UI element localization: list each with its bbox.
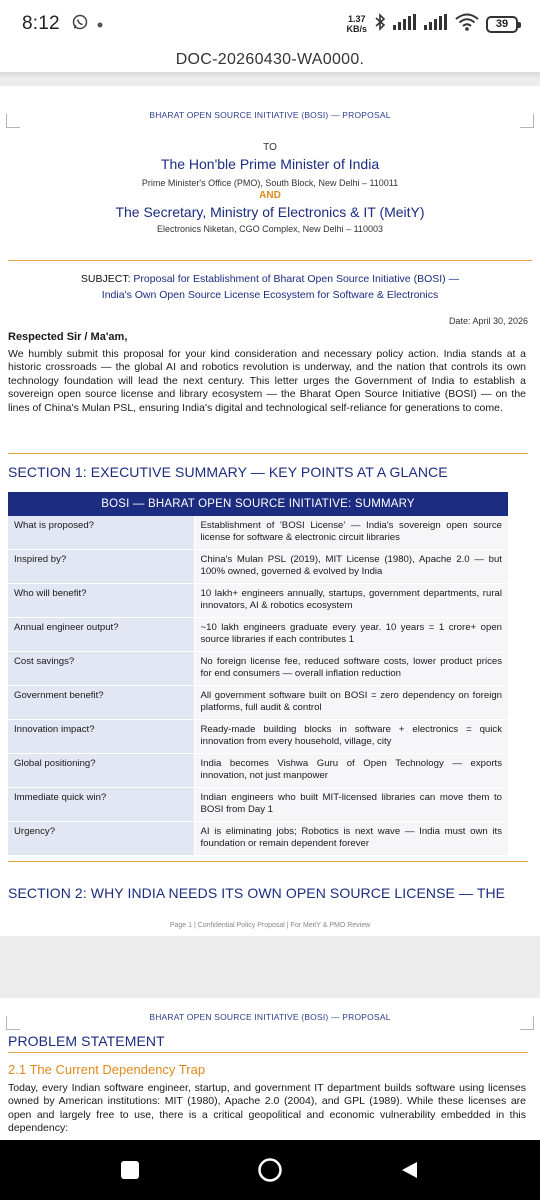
table-body <box>8 516 508 856</box>
clock: 8:12 <box>22 13 60 34</box>
date: Date: April 30, 2026 <box>448 316 528 326</box>
table-row <box>8 652 508 686</box>
section-2-heading: SECTION 2: WHY INDIA NEEDS ITS OWN OPEN SOURCE LICENSE — THE <box>8 885 506 901</box>
table-row <box>8 822 508 856</box>
table-row <box>8 686 508 720</box>
table-row-question: Immediate quick win? <box>8 788 194 822</box>
table-row <box>8 550 508 584</box>
crop-mark <box>520 1016 534 1030</box>
dot-icon <box>97 15 103 33</box>
table-row-question: Urgency? <box>8 822 194 856</box>
section-rule <box>8 453 528 454</box>
page-header: BHARAT OPEN SOURCE INITIATIVE (BOSI) — PROPOSAL <box>149 110 391 120</box>
table-row-question: Annual engineer output? <box>8 618 194 652</box>
table-row <box>8 618 508 652</box>
table-row-answer: 10 lakh+ engineers annually, startups, government departments, rural innovators, AI & robotics ecosystem <box>194 584 508 618</box>
table-row-answer: India becomes Vishwa Guru of Open Technology — exports innovation, not just manpower <box>194 754 508 788</box>
section-1-heading: SECTION 1: EXECUTIVE SUMMARY — KEY POINTS AT A GLANCE <box>8 464 448 480</box>
table-row-question: Global positioning? <box>8 754 194 788</box>
table-row-answer: ~10 lakh engineers graduate every year. 10 years = 1 crore+ open source libraries if each contributes 1 <box>194 618 508 652</box>
page-footer: Page 1 | Confidential Policy Proposal | For MeitY & PMO Review <box>169 922 371 929</box>
bluetooth-icon <box>374 13 386 36</box>
title-shadow <box>0 72 540 78</box>
table-row-question: Government benefit? <box>8 686 194 720</box>
and-label: AND <box>259 190 281 201</box>
table-row-answer: No foreign license fee, reduced software costs, lower product prices for end consumers — overall inflation reduction <box>194 652 508 686</box>
to-label: TO <box>263 142 277 153</box>
table-title: BOSI — BHARAT OPEN SOURCE INITIATIVE: SUMMARY <box>8 492 508 516</box>
salutation: Respected Sir / Ma'am, <box>8 331 128 343</box>
table-row <box>8 720 508 754</box>
speed-value: 1.37 <box>347 14 366 24</box>
table-row-answer: Indian engineers who built MIT-licensed libraries can move them to BOSI from Day 1 <box>194 788 508 822</box>
navigation-bar <box>0 1140 540 1200</box>
home-icon <box>257 1157 283 1183</box>
crop-mark <box>6 114 20 128</box>
table-row-question: Innovation impact? <box>8 720 194 754</box>
status-bar <box>0 0 540 48</box>
signal-icon <box>424 14 448 35</box>
home-button[interactable] <box>256 1156 284 1184</box>
notification-icons <box>72 14 103 35</box>
crop-mark <box>6 1016 20 1030</box>
section-2-heading-continued: PROBLEM STATEMENT <box>8 1033 165 1049</box>
battery-level: 39 <box>495 18 509 30</box>
table-row-answer: All government software built on BOSI = zero dependency on foreign platforms, full audit & control <box>194 686 508 720</box>
table-row-question: What is proposed? <box>8 516 194 550</box>
page-header: BHARAT OPEN SOURCE INITIATIVE (BOSI) — PROPOSAL <box>149 1012 391 1022</box>
table-row-answer: AI is eliminating jobs; Robotics is next wave — India must own its foundation or remain dependent forever <box>194 822 508 856</box>
document-page-2[interactable] <box>0 998 540 1158</box>
back-button[interactable] <box>396 1156 424 1184</box>
recents-button[interactable] <box>116 1156 144 1184</box>
back-icon <box>399 1159 421 1181</box>
subject-line-1: Proposal for Establishment of Bharat Open Source Initiative (BOSI) — <box>133 273 460 285</box>
table-row-answer: China's Mulan PSL (2019), MIT License (1980), Apache 2.0 — but 100% owned, governed & evolved by India <box>194 550 508 584</box>
recents-icon <box>119 1159 141 1181</box>
table-row <box>8 516 508 550</box>
subsection-heading: 2.1 The Current Dependency Trap <box>8 1062 206 1077</box>
section-rule <box>8 861 528 862</box>
signal-icon <box>393 14 417 35</box>
wifi-icon <box>455 13 479 36</box>
battery-icon <box>486 16 518 33</box>
subject <box>30 271 510 303</box>
summary-table <box>8 492 508 856</box>
problem-paragraph: Today, every Indian software engineer, startup, and government IT department builds software using licenses owned by American institutions: MIT (1980), Apache 2.0 (2004), and GPL (1989). While these licenses are open and largely free to use, there is a critical geopolitical and economic vulnerability embedded in this dependency: <box>8 1082 526 1135</box>
section-rule <box>8 1052 528 1053</box>
table-row-answer: Ready-made building blocks in software + electronics = quick innovation from every household, village, city <box>194 720 508 754</box>
whatsapp-icon <box>72 14 88 35</box>
recipient-1-name: The Hon'ble Prime Minister of India <box>160 156 380 172</box>
document-page-1[interactable] <box>0 86 540 936</box>
recipient-2-name: The Secretary, Ministry of Electronics & IT (MeitY) <box>115 204 425 220</box>
table-row-question: Cost savings? <box>8 652 194 686</box>
recipient-2-address: Electronics Niketan, CGO Complex, New Delhi – 110003 <box>157 224 383 234</box>
crop-mark <box>520 114 534 128</box>
table-row-question: Inspired by? <box>8 550 194 584</box>
table-row <box>8 584 508 618</box>
recipient-1-address: Prime Minister's Office (PMO), South Block, New Delhi – 110011 <box>141 178 399 188</box>
speed-unit: KB/s <box>346 24 367 34</box>
table-row-question: Who will benefit? <box>8 584 194 618</box>
table-row-answer: Establishment of 'BOSI License' — India's sovereign open source license for software & electronic circuit libraries <box>194 516 508 550</box>
document-title-bar <box>0 48 540 72</box>
document-title: DOC-20260430-WA0000. <box>175 51 365 68</box>
table-row <box>8 754 508 788</box>
network-speed <box>346 14 367 34</box>
table-row <box>8 788 508 822</box>
subject-label: SUBJECT: <box>80 273 131 285</box>
intro-paragraph: We humbly submit this proposal for your kind consideration and necessary policy action. India stands at a historic crossroads — the global AI and robotics revolution is underway, and the nation that controls its own technology foundation will lead the next century. This letter urges the Government of India to establish a sovereign open source license and library ecosystem — the Bharat Open Source Initiative (BOSI) — on the lines of China's Mulan PSL, ensuring India's digital and technological self-reliance for generations to come. <box>8 348 526 414</box>
subject-line-2: India's Own Open Source License Ecosystem for Software & Electronics <box>101 289 439 301</box>
divider <box>8 260 532 261</box>
